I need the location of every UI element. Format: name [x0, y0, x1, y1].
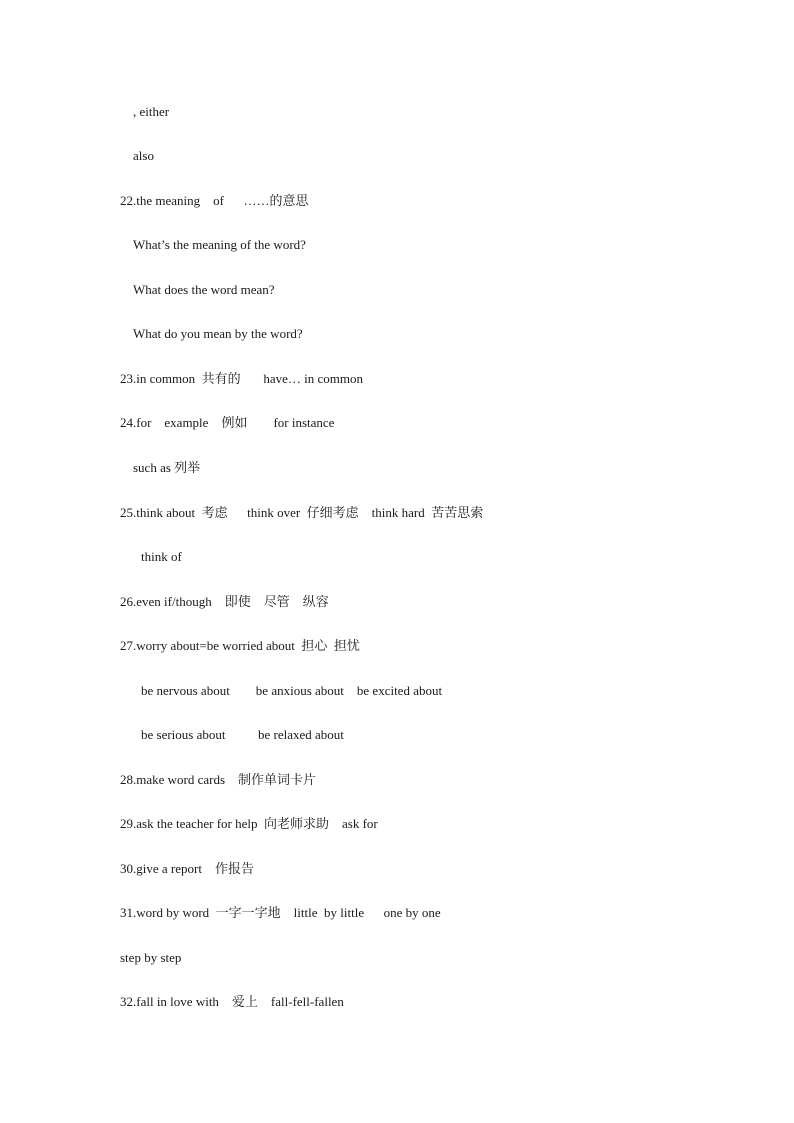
- item-27-extra-2: be serious about be relaxed about: [141, 727, 344, 742]
- item-31-extra: step by step: [120, 950, 182, 965]
- item-25: 25.think about 考虑 think over 仔细考虑 think hard 苦苦思索: [120, 505, 484, 520]
- item-27-extra-1: be nervous about be anxious about be excited about: [141, 683, 443, 698]
- item-32: 32.fall in love with 爱上 fall-fell-fallen: [120, 994, 344, 1009]
- item-22-example-1: What’s the meaning of the word?: [133, 237, 306, 252]
- text-line-also: also: [133, 148, 154, 163]
- item-23: 23.in common 共有的 have… in common: [120, 371, 364, 386]
- item-27: 27.worry about=be worried about 担心 担忧: [120, 638, 360, 653]
- item-22-example-3: What do you mean by the word?: [133, 326, 303, 341]
- item-29: 29.ask the teacher for help 向老师求助 ask for: [120, 816, 378, 831]
- item-22: 22.the meaning of ……的意思: [120, 193, 309, 208]
- item-26: 26.even if/though 即使 尽管 纵容: [120, 594, 329, 609]
- item-25-extra: think of: [141, 549, 182, 564]
- item-28: 28.make word cards 制作单词卡片: [120, 772, 317, 787]
- item-31: 31.word by word 一字一字地 little by little one by one: [120, 905, 441, 920]
- text-line-either: , either: [133, 104, 170, 119]
- item-30: 30.give a report 作报告: [120, 861, 254, 876]
- item-24-extra: such as 列举: [133, 460, 201, 475]
- item-22-example-2: What does the word mean?: [133, 282, 275, 297]
- item-24: 24.for example 例如 for instance: [120, 415, 335, 430]
